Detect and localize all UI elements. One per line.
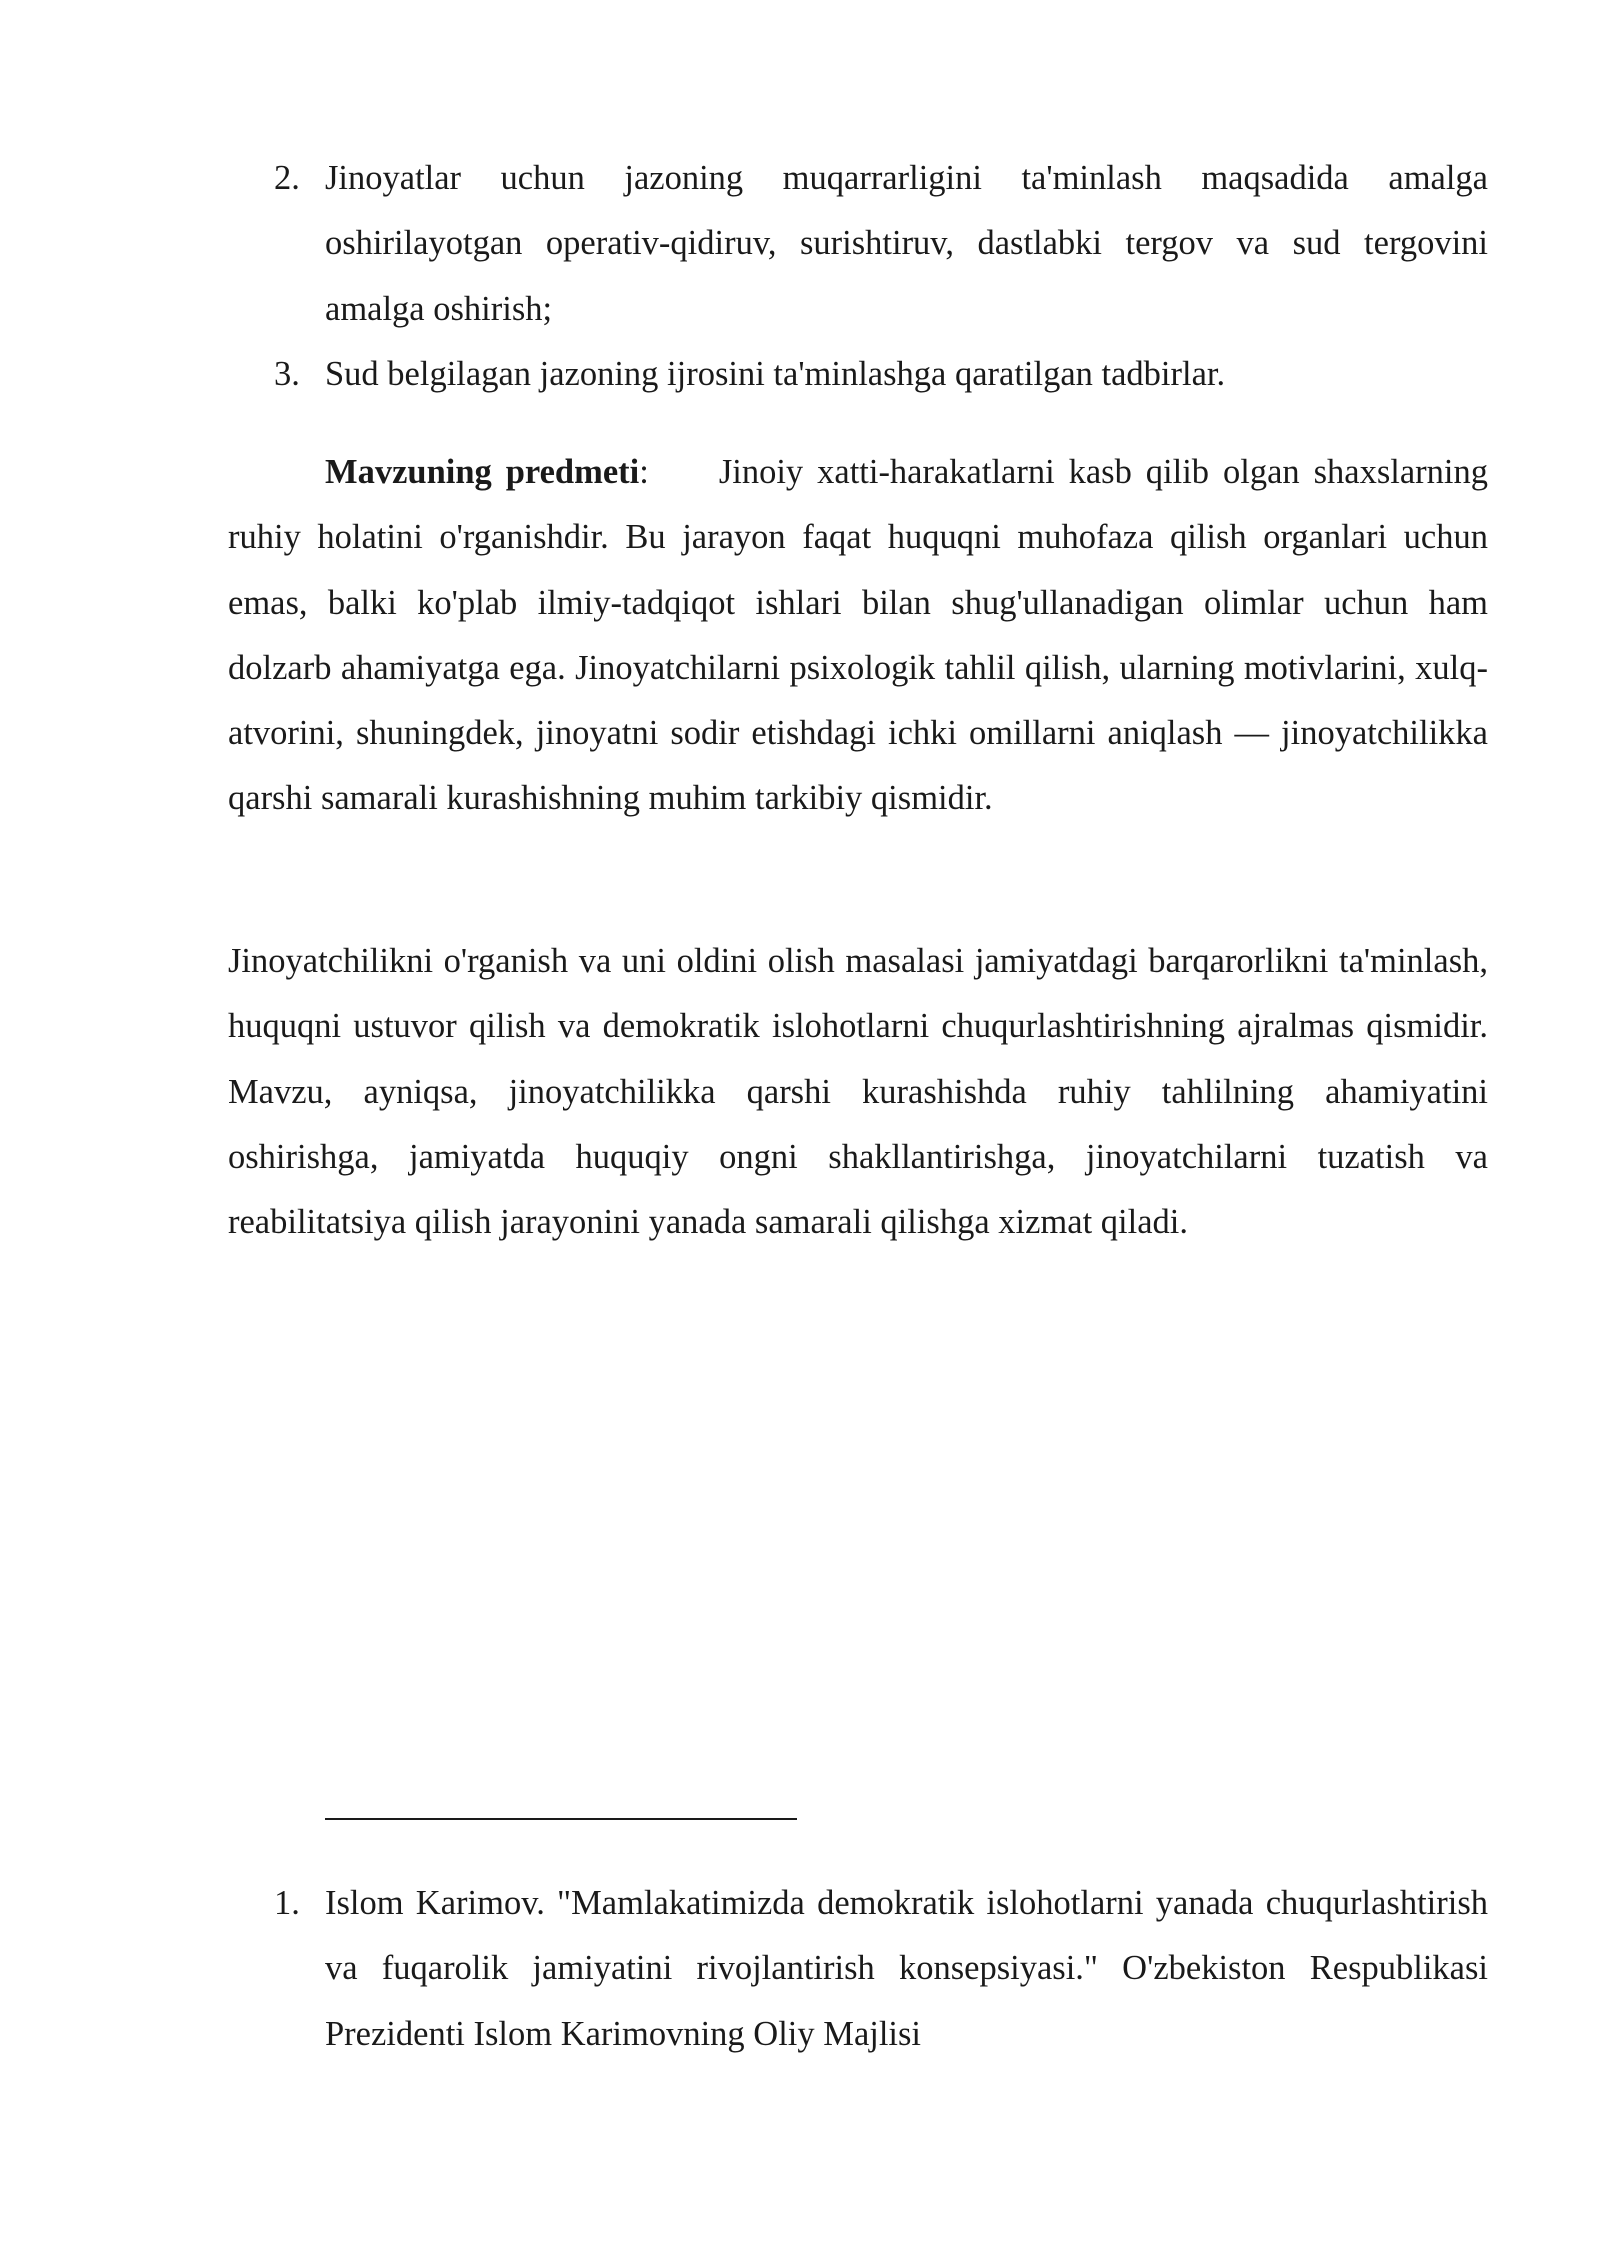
footnote-list: [228, 1871, 1488, 2067]
footnote-number: 1.: [274, 1884, 300, 1922]
subject-text: Jinoiy xatti-harakatlarni kasb qilib olgan shaxslarning ruhiy holatini o'rganishdir. Bu jarayon faqat huquqni muhofaza qilish organlari uchun emas, balki ko'plab ilmiy-tadqiqot ishlari bilan shug'ullanadigan olimlar uchun ham dolzarb ahamiyatga ega. Jinoyatchilarni psixologik tahlil qilish, ularning motivlarini, xulq-atvorini, shuningdek, jinoyatni sodir etishdagi ichki omillarni aniqlash — jinoyatchilikka qarshi samarali kurashishning muhim tarkibiy qismidir.: [228, 453, 1488, 818]
body-paragraph: Jinoyatchilikni o'rganish va uni oldini olish masalasi jamiyatdagi barqarorlikni ta'minlash, huquqni ustuvor qilish va demokratik islohotlarni chuqurlashtirishning ajralmas qismidir. Mavzu, ayniqsa, jinoyatchilikka qarshi kurashishda ruhiy tahlilning ahamiyatini oshirishga, jamiyatda huquqiy ongni shakllantirishga, jinoyatchilarni tuzatish va reabilitatsiya qilish jarayonini yanada samarali qilishga xizmat qiladi.: [228, 942, 1488, 1242]
subject-colon: :: [639, 453, 649, 491]
list-item-number: 3.: [274, 354, 300, 393]
list-item-text: Sud belgilagan jazoning ijrosini ta'minlashga qaratilgan tadbirlar.: [325, 354, 1226, 393]
list-item-number: 2.: [274, 159, 300, 197]
footnote-separator: [325, 1818, 797, 1820]
subject-label: Mavzuning predmeti: [325, 453, 640, 491]
top-numbered-list: [228, 146, 1488, 407]
list-item: [228, 342, 1488, 407]
footnote-item: [228, 1871, 1488, 2067]
list-item: [228, 146, 1488, 342]
list-item-text: Jinoyatlar uchun jazoning muqarrarligini ta'minlash maqsadida amalga oshirilayotgan operativ-qidiruv, surishtiruv, dastlabki tergov va sud tergovini amalga oshirish;: [325, 159, 1488, 328]
footnote-text: Islom Karimov. "Mamlakatimizda demokratik islohotlarni yanada chuqurlashtirish va fuqarolik jamiyatini rivojlantirish konsepsiyasi." O'zbekiston Respublikasi Prezidenti Islom Karimovning Oliy Majlisi: [325, 1884, 1488, 2053]
subject-paragraph: [228, 440, 1488, 832]
